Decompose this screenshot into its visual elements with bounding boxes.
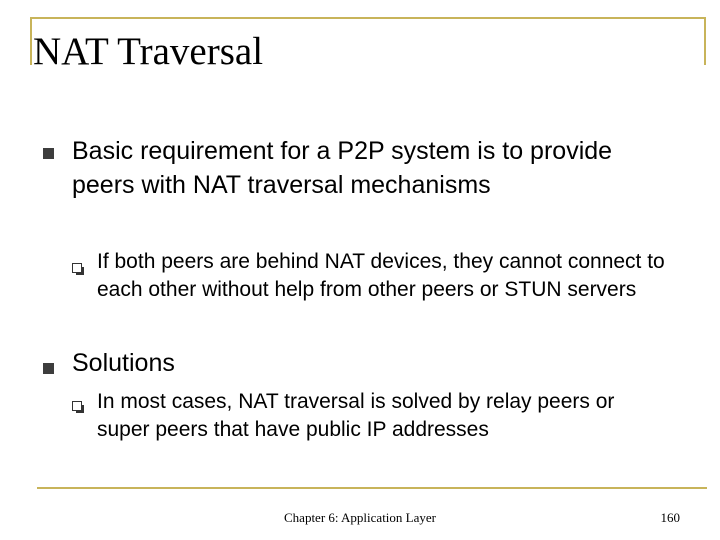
page-number: 160	[660, 510, 680, 525]
title-frame-right-rule	[704, 17, 706, 65]
hollow-square-bullet-icon	[72, 263, 82, 273]
title-frame-left-rule	[30, 17, 32, 65]
sub-bullet-text: If both peers are behind NAT devices, they cannot connect to each other without help from other peers or STUN servers	[97, 250, 665, 301]
sub-bullet-text: In most cases, NAT traversal is solved by relay peers or super peers that have public IP addresses	[97, 390, 615, 441]
title-frame-top-rule	[30, 17, 706, 19]
footer-chapter: Chapter 6: Application Layer	[284, 510, 436, 525]
square-bullet-icon	[43, 363, 54, 374]
slide-title: NAT Traversal	[33, 30, 264, 73]
bullet-text: Solutions	[72, 349, 175, 377]
square-bullet-icon	[43, 148, 54, 159]
hollow-square-bullet-icon	[72, 401, 82, 411]
footer-divider	[37, 487, 707, 489]
bullet-text: Basic requirement for a P2P system is to provide peers with NAT traversal mechanisms	[72, 137, 613, 199]
